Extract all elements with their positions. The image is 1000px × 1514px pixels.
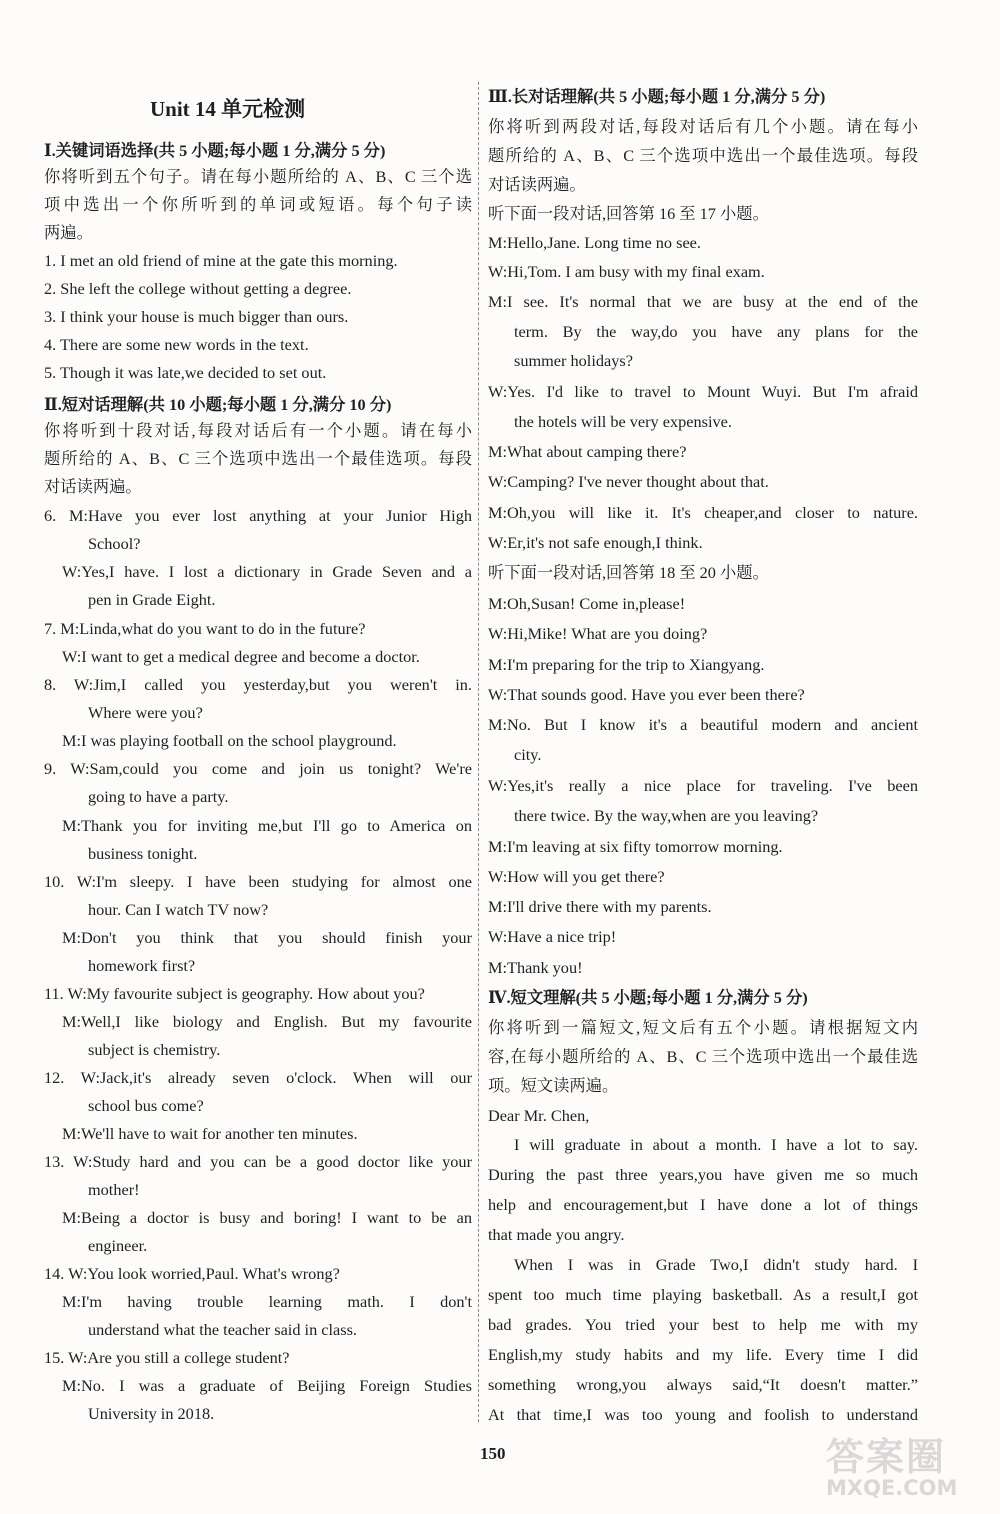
left-line-13: 对话读两遍。 bbox=[44, 477, 142, 496]
watermark-url: MXQE.COM bbox=[826, 1476, 958, 1500]
right-line-3: 题所给的 A、B、C 三个选项中选出一个最佳选项。每段 bbox=[488, 146, 918, 165]
left-line-1: Ⅰ.关键词语选择(共 5 小题;每小题 1 分,满分 5 分) bbox=[44, 141, 386, 160]
page-number: 150 bbox=[480, 1444, 506, 1463]
left-line-10: Ⅱ.短对话理解(共 10 小题;每小题 1 分,满分 10 分) bbox=[44, 395, 392, 414]
left-line-29: M:Don't you think that you should finish your bbox=[62, 928, 472, 947]
left-line-45: M:No. I was a graduate of Beijing Foreign Studies bbox=[62, 1376, 472, 1395]
left-line-43: understand what the teacher said in class. bbox=[88, 1320, 357, 1339]
left-line-33: subject is chemistry. bbox=[88, 1040, 221, 1059]
right-line-10: summer holidays? bbox=[514, 351, 633, 370]
left-line-25: M:Thank you for inviting me,but I'll go to America on bbox=[62, 816, 472, 835]
right-line-14: W:Camping? I've never thought about that. bbox=[488, 472, 769, 491]
watermark-logo: 答案圈 bbox=[826, 1435, 947, 1479]
right-line-15: M:Oh,you will like it. It's cheaper,and closer to nature. bbox=[488, 503, 918, 522]
right-line-22: M:No. But I know it's a beautiful modern and ancient bbox=[488, 715, 918, 734]
right-line-5: 听下面一段对话,回答第 16 至 17 小题。 bbox=[488, 204, 769, 223]
right-line-32: 你将听到一篇短文,短文后有五个小题。请根据短文内 bbox=[488, 1018, 918, 1037]
left-line-41: 14. W:You look worried,Paul. What's wrong? bbox=[44, 1264, 340, 1283]
right-line-20: M:I'm preparing for the trip to Xiangyang. bbox=[488, 655, 765, 674]
right-line-26: M:I'm leaving at six fifty tomorrow morning. bbox=[488, 837, 783, 856]
left-line-23: 9. W:Sam,could you come and join us tonight? We're bbox=[44, 759, 472, 778]
left-line-4: 两遍。 bbox=[44, 223, 93, 242]
left-line-9: 5. Though it was late,we decided to set out. bbox=[44, 363, 327, 382]
left-line-8: 4. There are some new words in the text. bbox=[44, 335, 309, 354]
right-line-33: 容,在每小题所给的 A、B、C 三个选项中选出一个最佳选 bbox=[488, 1047, 918, 1066]
left-line-16: W:Yes,I have. I lost a dictionary in Grade Seven and a bbox=[62, 562, 472, 581]
left-line-2: 你将听到五个句子。请在每小题所给的 A、B、C 三个选 bbox=[44, 167, 472, 186]
right-line-13: M:What about camping there? bbox=[488, 442, 687, 461]
right-line-34: 项。短文读两遍。 bbox=[488, 1076, 619, 1095]
right-line-24: W:Yes,it's really a nice place for traveling. I've been bbox=[488, 776, 918, 795]
right-line-18: M:Oh,Susan! Come in,please! bbox=[488, 594, 686, 613]
left-line-46: University in 2018. bbox=[88, 1404, 215, 1423]
left-line-12: 题所给的 A、B、C 三个选项中选出一个最佳选项。每段 bbox=[44, 449, 472, 468]
page-title: Unit 14 单元检测 bbox=[150, 97, 306, 121]
left-line-6: 2. She left the college without getting a degree. bbox=[44, 279, 352, 298]
left-line-3: 项中选出一个你所听到的单词或短语。每个句子读 bbox=[44, 195, 472, 214]
left-line-34: 12. W:Jack,it's already seven o'clock. When will our bbox=[44, 1068, 472, 1087]
right-line-8: M:I see. It's normal that we are busy at the end of the bbox=[488, 292, 918, 311]
right-line-9: term. By the way,do you have any plans for the bbox=[514, 322, 918, 341]
left-line-11: 你将听到十段对话,每段对话后有一个小题。请在每小 bbox=[44, 421, 472, 440]
left-line-19: W:I want to get a medical degree and become a doctor. bbox=[62, 647, 420, 666]
right-line-7: W:Hi,Tom. I am busy with my final exam. bbox=[488, 262, 765, 281]
right-line-1: Ⅲ.长对话理解(共 5 小题;每小题 1 分,满分 5 分) bbox=[488, 87, 826, 106]
left-line-27: 10. W:I'm sleepy. I have been studying for almost one bbox=[44, 872, 472, 891]
left-line-20: 8. W:Jim,I called you yesterday,but you weren't in. bbox=[44, 675, 472, 694]
right-line-30: M:Thank you! bbox=[488, 958, 583, 977]
right-line-35: Dear Mr. Chen, bbox=[488, 1106, 590, 1125]
left-line-7: 3. I think your house is much bigger than ours. bbox=[44, 307, 349, 326]
left-line-17: pen in Grade Eight. bbox=[88, 590, 216, 609]
left-line-18: 7. M:Linda,what do you want to do in the future? bbox=[44, 619, 366, 638]
right-line-27: W:How will you get there? bbox=[488, 867, 665, 886]
right-line-2: 你将听到两段对话,每段对话后有几个小题。请在每小 bbox=[488, 117, 918, 136]
right-line-21: W:That sounds good. Have you ever been there? bbox=[488, 685, 805, 704]
right-line-11: W:Yes. I'd like to travel to Mount Wuyi. But I'm afraid bbox=[488, 382, 918, 401]
right-line-23: city. bbox=[514, 745, 542, 764]
watermark bbox=[826, 1426, 986, 1506]
right-line-31: Ⅳ.短文理解(共 5 小题;每小题 1 分,满分 5 分) bbox=[488, 988, 808, 1007]
right-line-4: 对话读两遍。 bbox=[488, 175, 586, 194]
right-line-45: At that time,I was too young and foolish to understand bbox=[488, 1405, 918, 1424]
right-line-36: I will graduate in about a month. I have a lot to say. bbox=[514, 1135, 918, 1154]
left-line-32: M:Well,I like biology and English. But my favourite bbox=[62, 1012, 472, 1031]
right-line-29: W:Have a nice trip! bbox=[488, 927, 617, 946]
left-line-22: M:I was playing football on the school playground. bbox=[62, 731, 397, 750]
right-line-25: there twice. By the way,when are you leaving? bbox=[514, 806, 819, 825]
left-line-44: 15. W:Are you still a college student? bbox=[44, 1348, 290, 1367]
left-line-31: 11. W:My favourite subject is geography. How about you? bbox=[44, 984, 425, 1003]
right-line-38: help and encouragement,but I have done a lot of things bbox=[488, 1195, 918, 1214]
left-line-35: school bus come? bbox=[88, 1096, 204, 1115]
right-line-6: M:Hello,Jane. Long time no see. bbox=[488, 233, 701, 252]
left-line-42: M:I'm having trouble learning math. I don't bbox=[62, 1292, 472, 1311]
right-line-43: English,my study habits and my life. Every time I did bbox=[488, 1345, 918, 1364]
right-line-16: W:Er,it's not safe enough,I think. bbox=[488, 533, 703, 552]
left-line-39: M:Being a doctor is busy and boring! I want to be an bbox=[62, 1208, 472, 1227]
left-line-24: going to have a party. bbox=[88, 787, 229, 806]
left-line-21: Where were you? bbox=[88, 703, 203, 722]
right-line-19: W:Hi,Mike! What are you doing? bbox=[488, 624, 708, 643]
right-line-17: 听下面一段对话,回答第 18 至 20 小题。 bbox=[488, 563, 769, 582]
right-line-44: something wrong,you always said,“It doesn't matter.” bbox=[488, 1375, 918, 1394]
left-line-28: hour. Can I watch TV now? bbox=[88, 900, 269, 919]
left-line-5: 1. I met an old friend of mine at the gate this morning. bbox=[44, 251, 398, 270]
left-line-15: School? bbox=[88, 534, 141, 553]
left-line-36: M:We'll have to wait for another ten minutes. bbox=[62, 1124, 358, 1143]
left-line-37: 13. W:Study hard and you can be a good doctor like your bbox=[44, 1152, 472, 1171]
right-line-39: that made you angry. bbox=[488, 1225, 625, 1244]
right-line-41: spent too much time playing basketball. As a result,I got bbox=[488, 1285, 918, 1304]
right-line-42: bad grades. You tried your best to help me with my bbox=[488, 1315, 918, 1334]
left-line-14: 6. M:Have you ever lost anything at your Junior High bbox=[44, 506, 472, 525]
left-line-30: homework first? bbox=[88, 956, 196, 975]
left-line-38: mother! bbox=[88, 1180, 140, 1199]
right-line-37: During the past three years,you have given me so much bbox=[488, 1165, 918, 1184]
left-line-26: business tonight. bbox=[88, 844, 198, 863]
right-line-40: When I was in Grade Two,I didn't study hard. I bbox=[514, 1255, 918, 1274]
left-line-40: engineer. bbox=[88, 1236, 148, 1255]
right-line-12: the hotels will be very expensive. bbox=[514, 412, 732, 431]
column-divider bbox=[478, 82, 479, 1422]
right-line-28: M:I'll drive there with my parents. bbox=[488, 897, 712, 916]
